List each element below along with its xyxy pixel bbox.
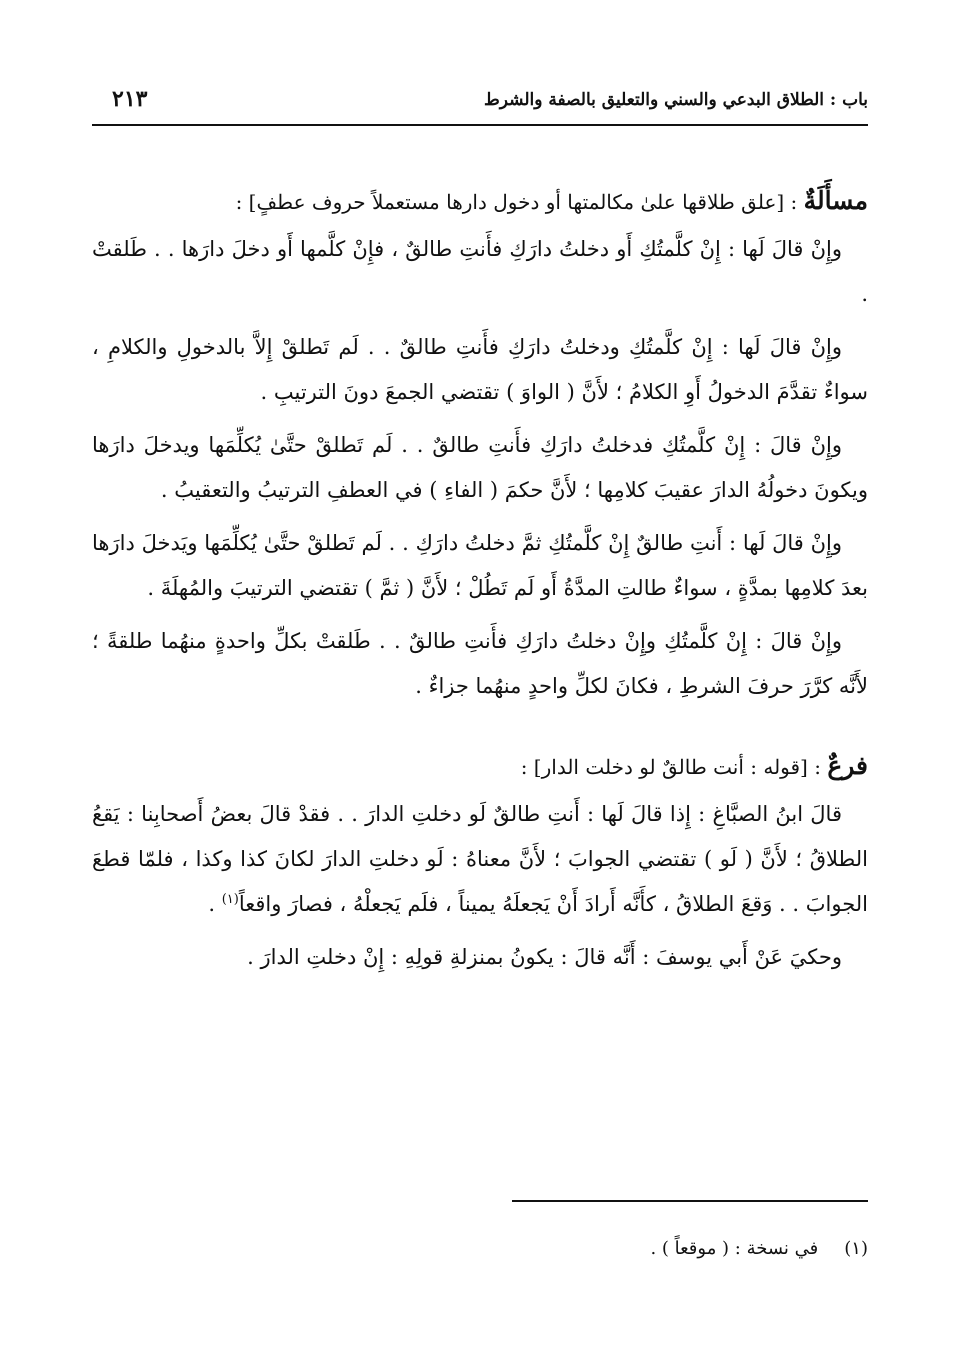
footnote-marker[interactable]: (١) bbox=[221, 892, 239, 907]
paragraph bbox=[92, 792, 868, 927]
paragraph: وحكيَ عَنْ أَبي يوسفَ : أَنَّه قالَ : يكونُ بمنزلةِ قولِهِ : إِنْ دخلتِ الدارَ . bbox=[247, 945, 842, 969]
main-text bbox=[92, 178, 868, 988]
footnote bbox=[650, 1238, 868, 1259]
issue-heading bbox=[92, 178, 868, 225]
section-spacer bbox=[92, 709, 868, 743]
page-number: ٢١٣ bbox=[112, 86, 148, 112]
paragraph-end: . bbox=[208, 892, 222, 916]
paragraph: وإِنْ قالَ : إِنْ كلَّمتُكِ وإِنْ دخلتُ دارَكِ فأَنتِ طالقٌ . . طَلقتْ بكلِّ واحدةٍ منهُما طلقةً ؛ لأَنَّه كرَّرَ حرفَ الشرطِ ، فكانَ لكلِّ واحدٍ منهُما جزاءٌ . bbox=[92, 629, 868, 698]
paragraph: وإِنْ قالَ لَها : أَنتِ طالقٌ إِنْ كلَّمتُكِ ثمَّ دخلتُ دارَكِ . . لَم تَطلقْ حتَّىٰ يُكلِّمَها ويَدخلَ دارَها بعدَ كلامِها بمدَّةٍ ، سواءٌ طالتِ المدَّةُ أَو لَم تَطُلْ ؛ لأَنَّ ( ثمَّ ) تقتضي الترتيبَ والمُهلَةَ . bbox=[92, 531, 868, 600]
branch-title: : [قوله : أنت طالقٌ لو دخلت الدار] : bbox=[520, 755, 828, 779]
issue-title: : [علق طلاقها علىٰ مكالمتها أو دخول دارها مستعملاً حروف عطفٍ] : bbox=[235, 190, 804, 214]
footnote-number: (١) bbox=[844, 1238, 868, 1259]
branch-keyword: فرعٌ bbox=[827, 751, 868, 780]
issue-keyword: مسأَلَةٌ bbox=[803, 186, 868, 215]
paragraph: وإِنْ قالَ لَها : إِنْ كلَّمتُكِ ودخلتُ دارَكِ فأَنتِ طالقٌ . . لَم تَطلقْ إِلاَّ بالدخولِ والكلامِ ، سواءٌ تقدَّمَ الدخولُ أَوِ الكلامُ ؛ لأَنَّ ( الواوَ ) تقتضي الجمعَ دونَ الترتيبِ . bbox=[92, 335, 868, 404]
branch-heading bbox=[92, 743, 868, 790]
running-header bbox=[92, 80, 868, 126]
footnote-separator bbox=[512, 1200, 868, 1202]
chapter-title: باب : الطلاق البدعي والسني والتعليق بالصفة والشرط bbox=[484, 90, 868, 110]
paragraph: وإِنْ قالَ : إِنْ كلَّمتُكِ فدخلتُ دارَكِ فأَنتِ طالقٌ . . لَم تَطلقْ حتَّىٰ يُكلِّمَها ويدخلَ دارَها ويكونَ دخولُهُ الدارَ عقيبَ كلامِها ؛ لأَنَّ حكمَ ( الفاءِ ) في العطفِ الترتيبُ والتعقيبُ . bbox=[92, 433, 868, 502]
paragraph: وإِنْ قالَ لَها : إِنْ كلَّمتُكِ أَو دخلتُ دارَكِ فأَنتِ طالقٌ ، فإِنْ كلَّمها أَو دخلَ دارَها . . طَلقتْ . bbox=[92, 237, 868, 306]
paragraph-text: قالَ ابنُ الصبَّاغِ : إِذا قالَ لَها : أَنتِ طالقٌ لَو دخلتِ الدارَ . . فقدْ قالَ بعضُ أَصحابِنا : يَقعُ الطلاقُ ؛ لأَنَّ ( لَو ) تقتضي الجوابَ ؛ لأَنَّ معناهُ : لَو دخلتِ الدارَ لكانَ كذا وكذا ، فلمّا قطعَ الجوابَ . . وَقعَ الطلاقُ ، كأَنَّه أَرادَ أَنْ يَجعلَهُ يميناً ، فلَم يَجعلْهُ ، فصارَ واقعاً bbox=[92, 802, 868, 916]
footnote-text: في نسخة : ( موقعاً ) . bbox=[650, 1238, 819, 1259]
